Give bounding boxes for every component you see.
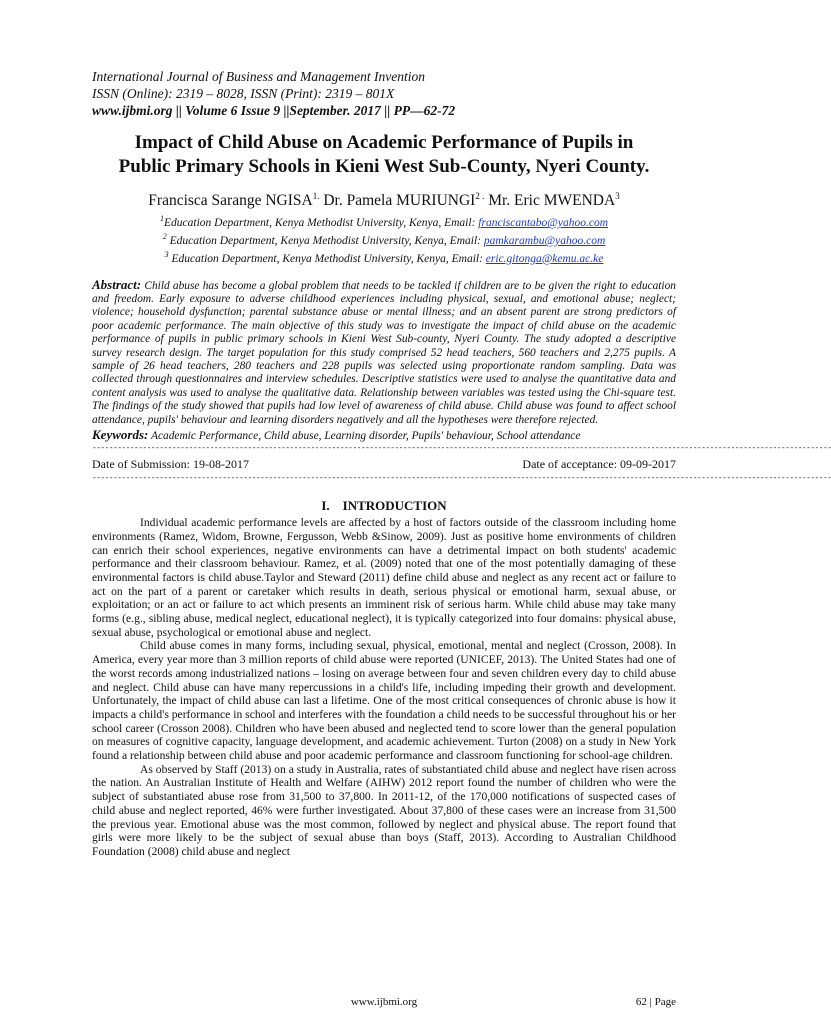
paper-page — [92, 68, 831, 859]
journal-issn: ISSN (Online): 2319 – 8028, ISSN (Print): 2319 – 801X — [92, 86, 395, 101]
affiliation-3 — [92, 248, 676, 266]
affiliation-1 — [92, 212, 676, 230]
paragraph: Child abuse comes in many forms, including sexual, physical, emotional, mental and neglect (Crosson, 2008). In America, every year more than 3 million reports of child abuse were reported (UNICEF, 2013). The United States had one of the worst records among industrialized nations – losing on average between four and seven children every day to child abuse and neglect. Child abuse can have many repercussions in a child's life, including impeding their growth and development. Unfortunately, the impact of child abuse can last a lifetime. One of the most critical consequences of chronic abuse is how it impacts a child's performance in school and interferes with the foundation a child needs to be successful throughout his or her school career (Crosson 2008). Children who have been abused and neglected tend to score lower than the general population on measures of cognitive capacity, language development, and academic achievement. Turton (2008) on a study in New York found a relationship between child abuse and poor academic performance and classroom functioning for school-age children. — [92, 639, 676, 763]
author-2: Dr. Pamela MURIUNGI — [319, 192, 476, 210]
abstract-label: Abstract: — [92, 276, 142, 292]
journal-volume: www.ijbmi.org || Volume 6 Issue 9 ||September. 2017 || PP—62-72 — [92, 103, 456, 118]
email-link-1[interactable]: franciscantabo@yahoo.com — [478, 216, 608, 229]
affiliation-1-text: Education Department, Kenya Methodist University, Kenya, Email: — [164, 216, 479, 229]
title-line-1: Impact of Child Abuse on Academic Performance of Pupils in — [134, 132, 634, 153]
author-list — [92, 187, 676, 210]
section-heading: I. INTRODUCTION — [321, 498, 447, 514]
paragraph: Individual academic performance levels are affected by a host of factors outside of the classroom including home environments (Ramez, Widom, Browne, Fergusson, Webb &Sinow, 2009). Just as positive home environments of children can enrich their school experiences, negative environments can have a detrimental impact on both students' academic performance and their classroom behaviour. Ramez, et al. (2009) noted that one of the most potentially damaging of these environmental factors is child abuse.Taylor and Steward (2011) define child abuse and neglect as any recent act or failure to act on the part of a parent or caretaker which results in death, serious physical or emotional harm, sexual abuse, or exploitation; or an act or failure to act which presents an imminent risk of serious harm. While child abuse may take many forms (e.g., sibling abuse, medical neglect, educational neglect), it is typically categorized into four domains: physical abuse, sexual abuse, psychological or emotional abuse and neglect. — [92, 516, 676, 639]
submission-date: Date of Submission: 19-08-2017 — [92, 457, 249, 472]
dates-row — [92, 456, 676, 472]
footer-url[interactable]: www.ijbmi.org — [350, 996, 418, 1008]
affiliation-3-text: Education Department, Kenya Methodist University, Kenya, Email: — [168, 252, 486, 265]
divider-bottom: -------------------------------------------------------------------------------------------------------------------------------------------------------------------------------- — [92, 474, 831, 484]
paragraph: As observed by Staff (2013) on a study in Australia, rates of substantiated child abuse and neglect have risen across the nation. An Australian Institute of Health and Welfare (AIHW) 2012 report found the number of children who were the subject of substantiated abuse rose from 31,500 to 37,800. In 2011-12, of the 170,000 notifications of suspected cases of child abuse and neglect reported, 46% were further investigated. About 37,800 of these cases were an increase from 31,500 the previous year. Emotional abuse was the most common, followed by neglect and physical abuse. The report found that girls were more likely to be the subject of sexual abuse than boys (Staff, 2013). According to Australian Childhood Foundation (2008) child abuse and neglect — [92, 762, 676, 858]
author-1-sup: 1. — [312, 191, 320, 201]
affiliation-2-sup: 2 — [162, 231, 167, 241]
page-number: 62 | Page — [635, 996, 676, 1008]
keywords-text: Academic Performance, Child abuse, Learning disorder, Pupils' behaviour, School attendance — [148, 430, 581, 443]
author-3-sup: 3 — [615, 191, 620, 201]
journal-header — [92, 68, 676, 119]
intro-body — [92, 516, 676, 859]
title-line-2: Public Primary Schools in Kieni West Sub-County, Nyeri County. — [118, 156, 650, 177]
affiliation-3-sup: 3 — [164, 249, 169, 259]
paper-title — [92, 131, 676, 179]
abstract-text: Child abuse has become a global problem that needs to be tackled if children are to be given the right to education and freedom. Early exposure to adverse childhood experiences including physical, sexual, and emotional abuse; neglect; violence; household dysfunction; parental substance abuse or mental illness; and an absent parent are strong predictors of poor academic performance. The main objective of this study was to investigate the impact of child abuse on the academic performance of pupils in public primary schools in Kieni West Sub-county, Nyeri County. The study adopted a descriptive survey research design. The target population for this study comprised 52 head teachers, 560 teachers and 2,275 pupils. A sample of 26 head teachers, 280 teachers and 228 pupils was selected using proportionate random sampling. Data was collected through questionnaires and interview schedules. Descriptive statistics were used to analyse the quantitative data and content analysis was used to analyse the qualitative data. Relationship between variables was tested using the Chi-square test. The findings of the study showed that pupils had low level of awareness of child abuse. Child abuse was found to affect school attendance, pupils' behaviour and learning disorders negatively and all the hypotheses were therefore rejected. — [92, 279, 676, 426]
email-link-2[interactable]: pamkarambu@yahoo.com — [483, 234, 606, 247]
affiliation-1-sup: 1 — [160, 214, 164, 224]
affiliation-2-text: Education Department, Kenya Methodist University, Kenya, Email: — [166, 234, 484, 247]
author-3: Mr. Eric MWENDA — [484, 192, 616, 210]
author-2-sup: 2 . — [475, 191, 485, 201]
affiliations — [92, 212, 676, 265]
author-1: Francisca Sarange NGISA — [148, 192, 313, 210]
journal-name: International Journal of Business and Management Invention — [92, 69, 425, 84]
keywords — [92, 427, 676, 444]
keywords-label: Keywords: — [92, 427, 149, 443]
page-footer — [92, 996, 676, 1012]
affiliation-2 — [92, 230, 676, 248]
acceptance-date: Date of acceptance: 09-09-2017 — [522, 457, 676, 472]
abstract — [92, 278, 676, 427]
divider-top: -------------------------------------------------------------------------------------------------------------------------------------------------------------------------------- — [92, 444, 831, 454]
email-link-3[interactable]: eric.gitonga@kemu.ac.ke — [485, 252, 604, 265]
